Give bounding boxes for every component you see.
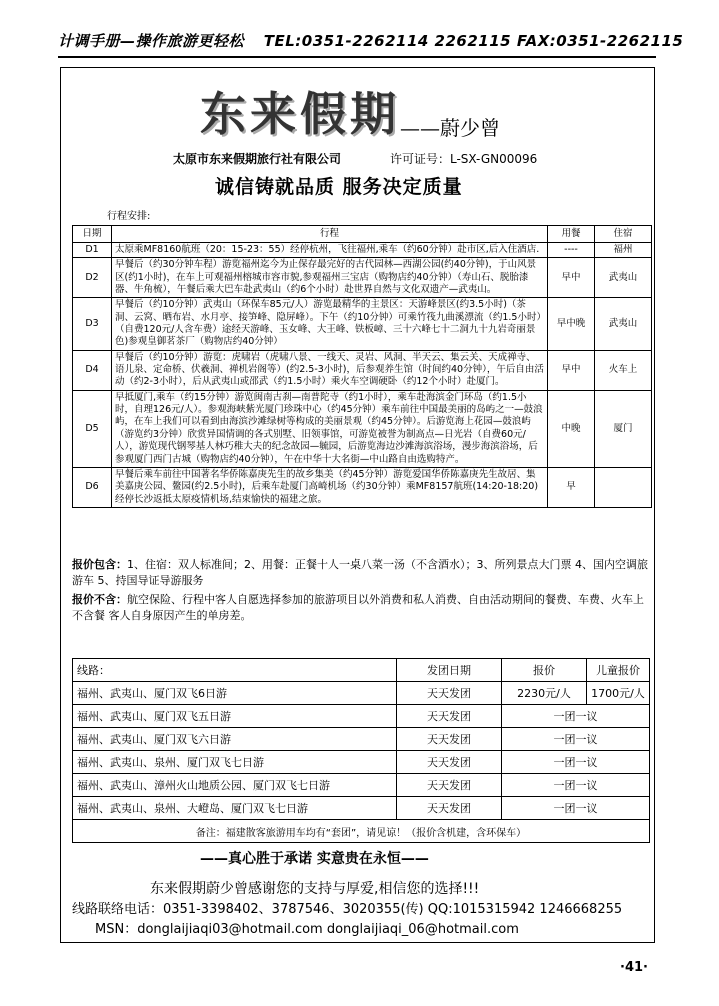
- itinerary-header-row: [73, 226, 652, 243]
- route-depart: 天天发团: [397, 705, 502, 728]
- routes-header-row: [73, 659, 650, 682]
- table-row: [73, 774, 650, 797]
- row-text: 早抵厦门,乘车（约15分钟）游览闽南古刹—南普陀寺（约1小时），乘车赴海滨金门环岛（约1.5小时，自理126元/人）。参观海峡紫光厦门珍珠中心（约45分钟）乘车前往中国最美丽的岛屿之一—鼓浪屿，在车上我们可以看到由海滨沙滩绿树等构成的美丽景观（约45分钟）。后游览海上花园—鼓浪屿（游览约3分钟）欣赏异国情调的各式别墅、旧领事馆，可游览被誉为制高点—日光岩（自费60元/人），游览现代钢琴基人林巧稚大夫的纪念故园—毓园，后游览海边沙滩海滨浴场，漫步海滨浴场，后参观厦门西门古城（购物店约40分钟），午在中华十大名街—中山路自由选购特产。: [112, 390, 548, 467]
- route-name: 福州、武夷山、泉州、大嶝岛、厦门双飞七日游: [73, 797, 397, 820]
- table-row: [73, 243, 652, 258]
- col-child-price: 儿童报价: [587, 659, 650, 682]
- table-row: [73, 797, 650, 820]
- row-stay: 武夷山: [595, 298, 652, 350]
- row-stay: [595, 467, 652, 507]
- routes-remark-row: [73, 820, 650, 843]
- price-include-text: 1、住宿：双人标准间；2、用餐：正餐十人一桌八菜一汤（不含酒水）；3、所列景点大门票 4、国内空调旅游车 5、持国导证导游服务: [72, 558, 648, 587]
- header-title: 计调手册—操作旅游更轻松: [58, 32, 245, 50]
- header-tel: TEL:0351-2262114 2262115 FAX:0351-2262115: [263, 32, 684, 50]
- row-stay: 厦门: [595, 390, 652, 467]
- row-meal: 早中: [548, 258, 595, 298]
- routes-table: [72, 658, 650, 843]
- thanks-line: 东来假期蔚少曾感谢您的支持与厚爱,相信您的选择!!!: [150, 881, 480, 897]
- row-stay: 福州: [595, 243, 652, 258]
- route-depart: 天天发团: [397, 751, 502, 774]
- table-row: [73, 390, 652, 467]
- slogan: 诚信铸就品质 服务决定质量: [215, 176, 463, 198]
- row-day: D4: [73, 350, 112, 390]
- price-exclude: [72, 592, 650, 624]
- table-row: [73, 751, 650, 774]
- row-meal: 中晚: [548, 390, 595, 467]
- table-row: [73, 682, 650, 705]
- page-number: ·41·: [620, 960, 648, 975]
- company-name: 太原市东来假期旅行社有限公司: [173, 152, 342, 166]
- col-depart: 发团日期: [397, 659, 502, 682]
- row-meal: 早中晚: [548, 298, 595, 350]
- table-row: [73, 467, 652, 507]
- price-include: [72, 557, 650, 589]
- price-exclude-text: 航空保险、行程中客人自愿选择参加的旅游项目以外消费和私人消费、自由活动期间的餐费、车费、火车上不含餐 客人自身原因产生的单房差。: [72, 593, 644, 622]
- table-row: [73, 705, 650, 728]
- table-row: [73, 298, 652, 350]
- route-price: 一团一议: [502, 705, 650, 728]
- routes-remark: 备注：福建散客旅游用车均有“套团”，请见谅！（报价含机建，含环保车）: [73, 820, 650, 843]
- row-stay: 火车上: [595, 350, 652, 390]
- col-price: 报价: [502, 659, 587, 682]
- col-meal: 用餐: [548, 226, 595, 243]
- row-text: 太原乘MF8160航班（20：15-23：55）经停杭州，飞往福州,乘车（约60分钟）赴市区,后入住酒店.: [112, 243, 548, 258]
- table-row: [73, 258, 652, 298]
- route-price: 一团一议: [502, 797, 650, 820]
- license-number: 许可证号：L-SX-GN00096: [390, 152, 538, 166]
- row-day: D6: [73, 467, 112, 507]
- route-name: 福州、武夷山、漳州火山地质公园、厦门双飞七日游: [73, 774, 397, 797]
- col-route: 行程: [112, 226, 548, 243]
- route-price: 一团一议: [502, 728, 650, 751]
- msn-line: MSN：donglaijiaqi03@hotmail.com donglaijiaqi_06@hotmail.com: [95, 922, 519, 937]
- itinerary-label: 行程安排:: [107, 211, 151, 222]
- col-stay: 住宿: [595, 226, 652, 243]
- row-meal: 早中: [548, 350, 595, 390]
- route-depart: 天天发团: [397, 728, 502, 751]
- price-exclude-label: 报价不含：: [72, 593, 127, 606]
- row-day: D3: [73, 298, 112, 350]
- brand-name: 东来假期: [200, 87, 400, 141]
- table-row: [73, 728, 650, 751]
- row-day: D1: [73, 243, 112, 258]
- route-price: 2230元/人: [502, 682, 587, 705]
- route-depart: 天天发团: [397, 682, 502, 705]
- row-text: 早餐后（约10分钟）武夷山（环保车85元/人）游览最精华的主景区：天游峰景区(约3.5小时)（茶洞、云窝、晒布岩、水月亭、接笋峰、隐屏峰）。下午（约10分钟）可乘竹筏九曲溪漂流（约1.5小时）（自费120元/人含车费）途经天游峰、玉女峰、大王峰、铁板嶂、三十六峰七十二洞九十九岩奇丽景色)参观皇御茗茶厂（购物店约40分钟）: [112, 298, 548, 350]
- row-meal: 早: [548, 467, 595, 507]
- table-row: [73, 350, 652, 390]
- itinerary-table: [72, 225, 652, 508]
- row-text: 早餐后（约30分钟车程）游览福州迄今为止保存最完好的古代园林—西湖公园(约40分钟)，于山风景区(约1小时)，在车上可观福州榕城市容市貌,参观福州三宝店（购物店约40分钟）（寿山石、脱胎漆器、牛角梳），午餐后乘大巴车赴武夷山（约6个小时）赴世界自然与文化双遗产—武夷山。: [112, 258, 548, 298]
- header-rule: [58, 56, 656, 58]
- route-name: 福州、武夷山、厦门双飞五日游: [73, 705, 397, 728]
- route-depart: 天天发团: [397, 774, 502, 797]
- route-name: 福州、武夷山、厦门双飞六日游: [73, 728, 397, 751]
- row-text: 早餐后（约10分钟）游览：虎啸岩（虎啸八景、一线天、灵岩、风洞、半天云、集云关、天成禅寺、语儿泉、定命桥、伏羲洞、禅机岩阁等）(约2.5-3小时)，后参观养生馆（时间约40分钟），午后自由活动（约2-3小时），后从武夷山或邵武（约1.5小时）乘火车空调硬卧（约12个小时）赴厦门。: [112, 350, 548, 390]
- col-route-name: 线路：: [73, 659, 397, 682]
- route-price: 一团一议: [502, 751, 650, 774]
- row-day: D2: [73, 258, 112, 298]
- row-text: 早餐后乘车前往中国著名华侨陈嘉庚先生的故乡集美（约45分钟）游览爱国华侨陈嘉庚先生故居、集美嘉庚公园、鳌园(约2.5小时)，后乘车赴厦门高崎机场（约30分钟）乘MF8157航班(14:20-18:20)经停长沙返抵太原疫情机场,结束愉快的福建之旅。: [112, 467, 548, 507]
- route-child-price: 1700元/人: [587, 682, 650, 705]
- header-bar: [58, 30, 684, 54]
- row-day: D5: [73, 390, 112, 467]
- price-include-label: 报价包含：: [72, 558, 127, 571]
- brand-person: ——蔚少曾: [400, 116, 500, 140]
- row-meal: ----: [548, 243, 595, 258]
- route-name: 福州、武夷山、厦门双飞6日游: [73, 682, 397, 705]
- col-day: 日期: [73, 226, 112, 243]
- route-price: 一团一议: [502, 774, 650, 797]
- motto: ——真心胜于承诺 实意贵在永恒——: [200, 851, 429, 867]
- contact-line: 线路联络电话：0351-3398402、3787546、3020355(传) QQ:1015315942 1246668255: [72, 902, 623, 917]
- route-depart: 天天发团: [397, 797, 502, 820]
- route-name: 福州、武夷山、泉州、厦门双飞七日游: [73, 751, 397, 774]
- row-stay: 武夷山: [595, 258, 652, 298]
